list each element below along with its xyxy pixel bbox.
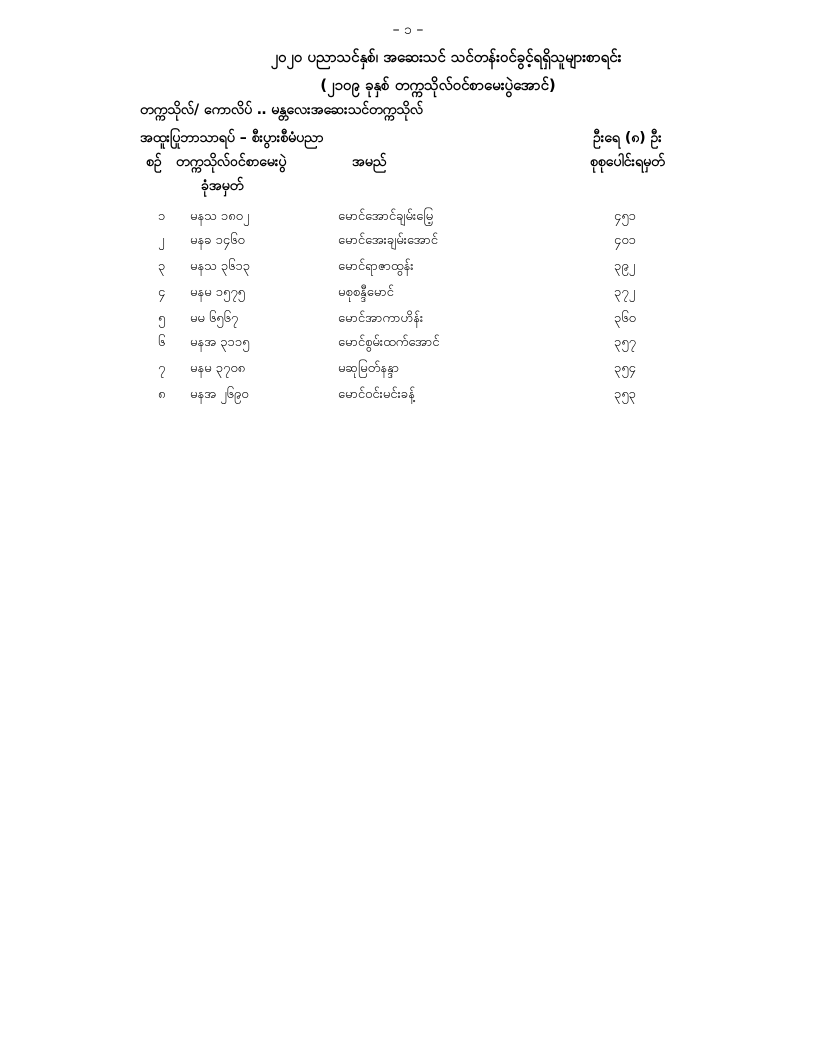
row-name: မောင်ရာဇာထွန်း (338, 259, 414, 274)
campus-label: အထူးပြုဘာသာရပ် – စီးပွားစီမံပညာ (140, 130, 324, 146)
row-roll: မမ ၆၅၆၇ (190, 311, 239, 326)
row-no: ၅ (158, 311, 166, 326)
table-row (0, 360, 816, 382)
row-name: မောင်ဝင်းမင်းခန့် (338, 387, 415, 402)
header-name: အမည် (352, 154, 387, 170)
row-name: မောင်အောင်ချမ်းမြေ့ (338, 209, 434, 224)
row-marks: ၃၅၃ (614, 387, 636, 402)
row-marks: ၃၇၂ (614, 285, 636, 300)
row-no: ၆ (158, 335, 166, 350)
row-no: ၈ (158, 387, 166, 402)
row-name: မောင်အာကာဟိန်း (338, 311, 424, 326)
row-marks: ၄၀၁ (614, 233, 636, 248)
document-title: ၂၀၂၀ ပညာသင်နှစ်၊ အဆေးသင် သင်တန်းဝင်ခွင့်ရရှိသူများစာရင်း (270, 48, 622, 66)
row-no: ၁ (158, 209, 166, 224)
table-row (0, 208, 816, 230)
table-row (0, 310, 816, 332)
row-name: မဆုမြတ်နန္ဒာ (338, 361, 400, 376)
header-no: စဉ် (146, 154, 162, 170)
row-roll: မနမ ၃၇၀၈ (190, 361, 246, 376)
row-marks: ၃၅၄ (614, 361, 636, 376)
row-roll: မနမ ၁၅၇၅ (190, 285, 245, 300)
row-name: မစုစန္ဒီမောင် (338, 285, 394, 300)
row-marks: ၃၅၇ (614, 335, 636, 350)
row-marks: ၃၉၂ (614, 259, 636, 274)
table-row (0, 386, 816, 408)
row-name: မောင်စွမ်းထက်အောင် (338, 335, 440, 350)
row-no: ၇ (158, 361, 166, 376)
row-roll: မနအ ၂၆၉၀ (190, 387, 249, 402)
table-row (0, 258, 816, 280)
row-roll: မနသ ၃၆၁၃ (190, 259, 251, 274)
row-no: ၄ (158, 285, 166, 300)
row-marks: ၄၅၁ (614, 209, 636, 224)
row-roll: မနအ ၃၁၁၅ (190, 335, 250, 350)
department-label: တက္ကသိုလ်/ ကောလိပ် ‥ မန္တလေးအဆေးသင်တက္ကသိုလ် (140, 102, 424, 118)
header-roll-line1: တက္ကသိုလ်ဝင်စာမေးပွဲ (176, 154, 287, 170)
row-roll: မနခ ၁၄၆၀ (190, 233, 245, 248)
row-no: ၃ (158, 259, 166, 274)
page-number: – ၁ – (392, 22, 424, 38)
count-label: ဦးရေ (၈) ဦး (593, 130, 662, 146)
header-roll-line2: ခုံအမှတ် (201, 178, 244, 194)
table-row (0, 284, 816, 306)
table-row (0, 232, 816, 254)
row-marks: ၃၆၀ (614, 311, 636, 326)
document-subtitle: (၂၁၀၉ ခုနှစ် တက္ကသိုလ်ဝင်စာမေးပွဲအောင်) (320, 76, 556, 94)
row-no: ၂ (158, 233, 165, 248)
table-row (0, 334, 816, 356)
row-roll: မနသ ၁၈၀၂ (190, 209, 250, 224)
header-marks: စုစုပေါင်းရမှတ် (590, 154, 665, 170)
row-name: မောင်အေးချမ်းအောင် (338, 233, 438, 248)
